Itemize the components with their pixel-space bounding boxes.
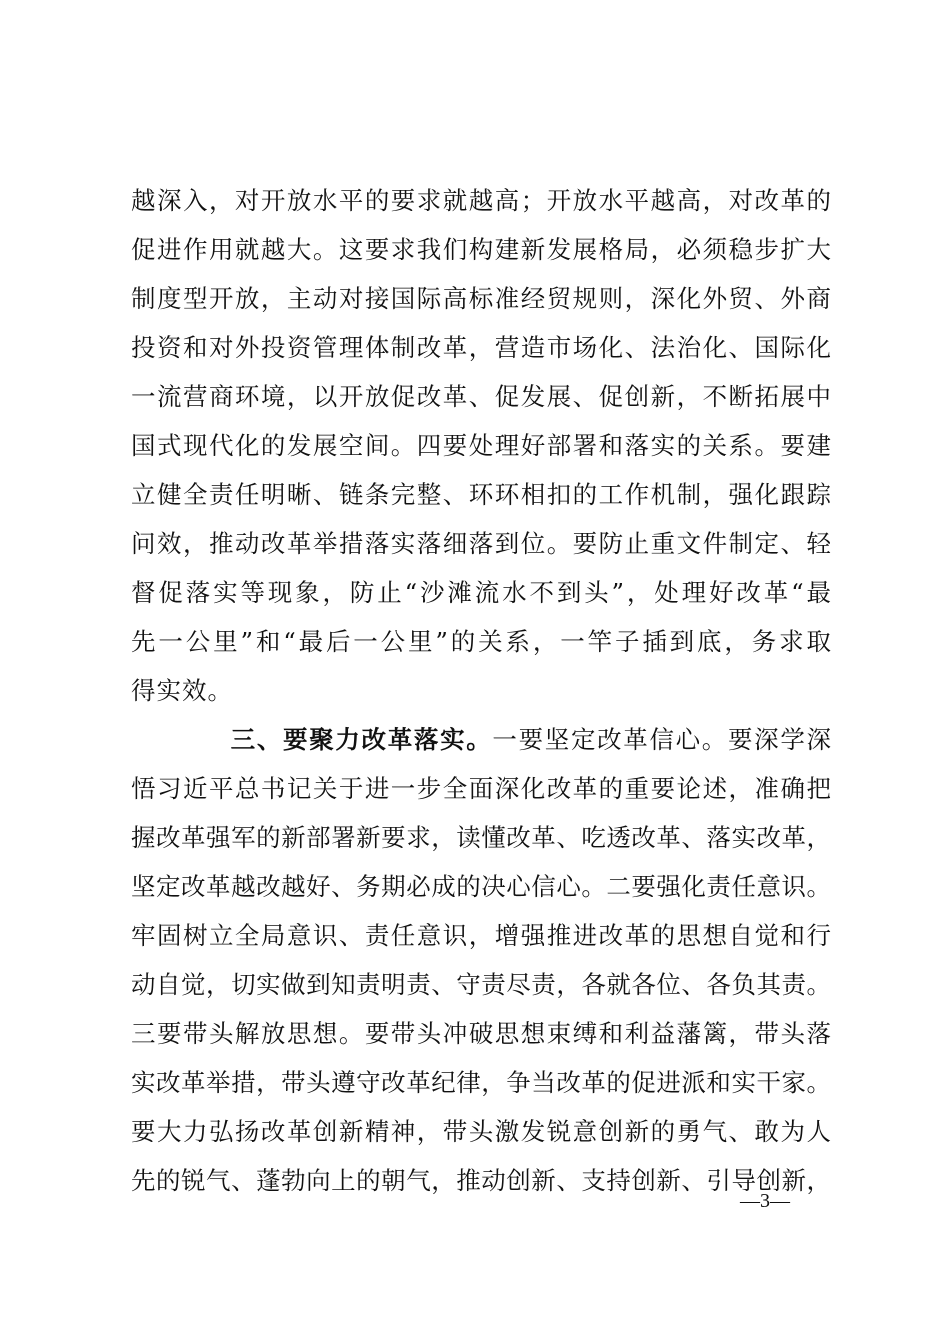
text-line: 坚定改革越改越好、务期必成的决心信心。二要强化责任意识。 (131, 872, 831, 901)
text-line: 越深入，对开放水平的要求就越高；开放水平越高，对改革的 (131, 186, 831, 215)
text-line: 先一公里”和“最后一公里”的关系，一竿子插到底，务求取 (131, 627, 831, 656)
text-line: 制度型开放，主动对接国际高标准经贸规则，深化外贸、外商 (131, 284, 831, 313)
text-line: 促进作用就越大。这要求我们构建新发展格局，必须稳步扩大 (131, 235, 831, 264)
text-line: 问效，推动改革举措落实落细落到位。要防止重文件制定、轻 (131, 529, 831, 558)
text-line: 立健全责任明晰、链条完整、环环相扣的工作机制，强化跟踪 (131, 480, 831, 509)
text-line: 握改革强军的新部署新要求，读懂改革、吃透改革、落实改革， (131, 823, 831, 852)
text-line-first (131, 715, 831, 764)
text-line: 投资和对外投资管理体制改革，营造市场化、法治化、国际化 (131, 333, 831, 362)
page-number: —3— (740, 1190, 790, 1212)
text-line: 实改革举措，带头遵守改革纪律，争当改革的促进派和实干家。 (131, 1068, 831, 1097)
paragraph-section-three (131, 715, 831, 1205)
text-line: 要大力弘扬改革创新精神，带头激发锐意创新的勇气、敢为人 (131, 1117, 831, 1146)
text-line: 一流营商环境，以开放促改革、促发展、促创新，不断拓展中 (131, 382, 831, 411)
text-line: 动自觉，切实做到知责明责、守责尽责，各就各位、各负其责。 (131, 970, 831, 999)
text-line: 得实效。 (131, 676, 233, 705)
section-heading: 三、要聚力改革落实。 (229, 725, 493, 754)
text-line: 悟习近平总书记关于进一步全面深化改革的重要论述，准确把 (131, 774, 831, 803)
document-body (131, 176, 831, 1205)
text-line: 国式现代化的发展空间。四要处理好部署和落实的关系。要建 (131, 431, 831, 460)
text-run: 一要坚定改革信心。要深学深 (492, 725, 832, 754)
text-line: 牢固树立全局意识、责任意识，增强推进改革的思想自觉和行 (131, 921, 831, 950)
text-line: 先的锐气、蓬勃向上的朝气，推动创新、支持创新、引导创新， (131, 1166, 831, 1195)
text-line: 三要带头解放思想。要带头冲破思想束缚和利益藩篱，带头落 (131, 1019, 831, 1048)
text-line: 督促落实等现象，防止“沙滩流水不到头”，处理好改革“最 (131, 578, 831, 607)
paragraph-continuation (131, 176, 831, 715)
